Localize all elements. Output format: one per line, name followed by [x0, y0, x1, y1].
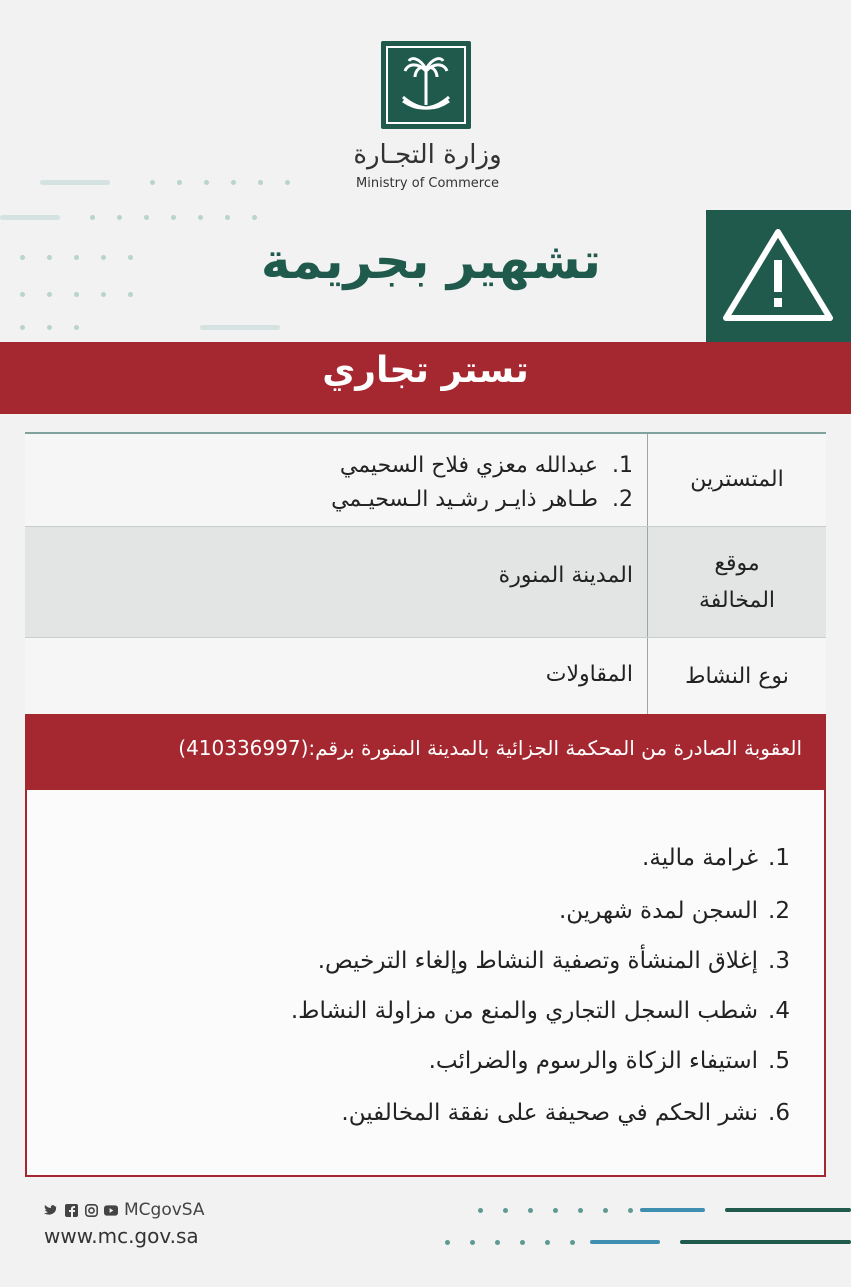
location-label: موقع المخالفة — [698, 550, 776, 613]
penalty-item-number: 2. — [768, 898, 790, 924]
website-link[interactable]: www.mc.gov.sa — [44, 1224, 199, 1248]
facebook-icon[interactable] — [64, 1203, 78, 1217]
penalty-item-text: استيفاء الزكاة والرسوم والضرائب. — [428, 1048, 759, 1074]
penalty-item-number: 6. — [768, 1100, 790, 1126]
table-row-location — [25, 527, 826, 638]
warning-box — [706, 210, 851, 342]
table-row-violators — [25, 434, 826, 527]
penalty-item — [291, 998, 790, 1024]
instagram-icon[interactable] — [84, 1203, 98, 1217]
penalty-item — [429, 1048, 790, 1074]
penalty-item — [559, 898, 790, 924]
activity-value: المقاولات — [24, 638, 648, 716]
penalty-item — [341, 1100, 790, 1126]
penalty-heading: العقوبة الصادرة من المحكمة الجزائية بالمدينة المنورة برقم:(410336997) — [178, 736, 802, 760]
violators-label: المتسترين — [690, 467, 784, 493]
info-table — [25, 432, 826, 716]
penalty-item-number: 5. — [768, 1048, 790, 1074]
violator-2-number: 2. — [612, 486, 633, 512]
penalty-item — [642, 845, 790, 871]
penalty-list — [25, 790, 826, 1177]
headline: تشهير بجريمة — [260, 232, 601, 290]
activity-label: نوع النشاط — [685, 664, 789, 690]
saudi-emblem-icon — [381, 41, 471, 129]
penalty-item — [318, 948, 790, 974]
violators-value — [24, 434, 648, 526]
penalty-item-text: شطب السجل التجاري والمنع من مزاولة النشاط. — [290, 998, 759, 1024]
ministry-name-arabic: وزارة التجـارة — [353, 140, 502, 170]
penalty-item-text: غرامة مالية. — [642, 845, 759, 871]
social-handle[interactable]: MCgovSA — [124, 1200, 205, 1220]
violator-2 — [331, 482, 633, 516]
penalty-item-number: 1. — [768, 845, 790, 871]
violator-1-number: 1. — [612, 452, 633, 478]
subtitle: تستر تجاري — [322, 350, 529, 391]
penalty-item-text: السجن لمدة شهرين. — [558, 898, 759, 924]
violator-1 — [331, 448, 633, 482]
penalty-item-number: 4. — [768, 998, 790, 1024]
social-row — [44, 1200, 205, 1220]
violator-1-name: عبدالله معزي فلاح السحيمي — [339, 452, 598, 478]
table-row-activity — [25, 638, 826, 716]
youtube-icon[interactable] — [104, 1203, 118, 1217]
penalty-item-number: 3. — [768, 948, 790, 974]
penalty-item-text: إغلاق المنشأة وتصفية النشاط وإلغاء الترخيص. — [317, 948, 759, 974]
ministry-name-english: Ministry of Commerce — [356, 176, 499, 191]
violator-2-name: طـاهر ذايـر رشـيد الـسحيـمي — [331, 486, 598, 512]
warning-triangle-icon — [706, 210, 851, 342]
twitter-icon[interactable] — [44, 1203, 58, 1217]
ministry-logo — [381, 41, 471, 129]
penalty-header — [25, 714, 826, 790]
location-value: المدينة المنورة — [24, 527, 648, 637]
penalty-item-text: نشر الحكم في صحيفة على نفقة المخالفين. — [341, 1100, 759, 1126]
